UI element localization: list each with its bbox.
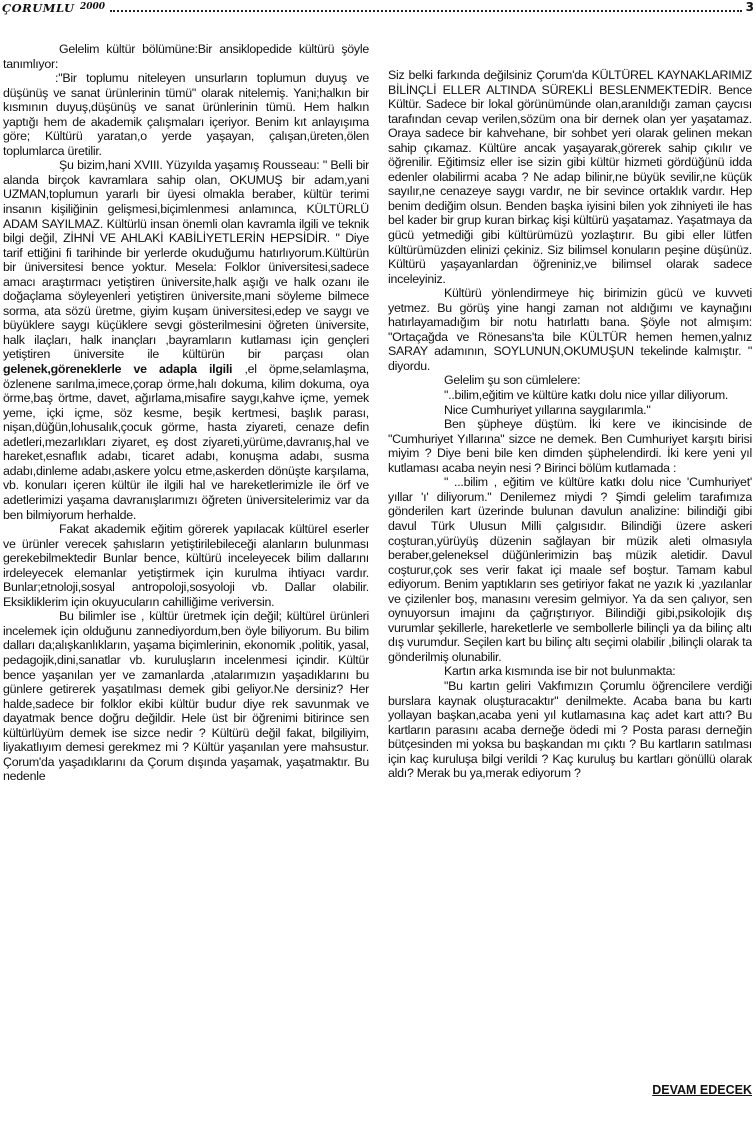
paragraph: Kültürü yönlendirmeye hiç birimizin gücü ve kuvveti yetmez. Bu görüş yine hangi zaman not aldığımı ve kaynağını hatırlayamadığım bir notu hatırlattı bana. Şöyle not almışım: "Ortaçağda ve Rönesans'ta bile KÜLTÜR hemen hemen,yalnız SARAY adamının, SOYLUNUN,OKUMUŞUN tekelinde kalmıştır. " diyordu. [388,286,752,373]
header-dotted-rule [110,10,742,12]
paragraph: Fakat akademik eğitim görerek yapılacak kültürel eserler ve ürünler verecek şahısların yetiştirilebileceği alanların bulunması gerekebilmektedir Bunlar bence, kültürü inceleyecek bilim dallarını irdeleyecek elemanlar yetiştirmek için kurulma ihtiyacı vardır. Bunlar;etnoloji,sosyal antropoloji,sosyoloji vb. Dallar olabilir. Eksikliklerim için okuyucuların cahilliğime veriversin. [3,522,369,609]
right-column [388,68,752,1127]
paragraph: Kartın arka kısmında ise bir not bulunmakta: [444,664,676,679]
issue-year: 2000 [80,2,106,12]
page-number: 3 [745,0,754,14]
paragraph-text: Şu bizim,hani XVIII. Yüzyılda yaşamış Rousseau: " Belli bir alanda birçok kavramlara sahip olan, OKUMUŞ bir adam,yani UZMAN,toplumun yararlı bir üyesi olmakla beraber, kültür terimi insanın kişiliğinin gelişmesi,biçimlenmesi anlamınca, KÜLTÜRLÜ ADAM SAYILMAZ. Kültürlü insan önemli olan kavramla ilgili ve teknik bilgi değil, ZİHNİ VE AHLAKİ KABİLİYETLERİN HEPSİDİR. " Diye tarif ettiğini fi tarihinde bir yerlerde okuduğumu hatırlıyorum.Kültürün bir üniversitesi bence yoktur. Mesela: Folklor üniversitesi,sadece amacı araştırmacı yetiştiren üniversite,halk aşığı ve halk ozanı ile doğaçlama söyleyenleri yetiştiren üniversite,mani söyleme bilmece sorma, ata sözü üretme, giyim kuşam üniversitesi,edep ve saygı ve büyüklere saygı küçüklere sevgi gösterilmesini öğreten üniversite, halk ilaçları, halk inançları ,bayramların kutlaması için gençleri yetiştiren üniversite ile kültürün bir parçası olan [3,158,369,362]
paragraph: Nice Cumhuriyet yıllarına saygılarımla." [444,402,651,417]
paragraph: "..bilim,eğitim ve kültüre katkı dolu nice yıllar diliyorum. [444,388,729,403]
paragraph: Bu bilimler ise , kültür üretmek için değil; kültürel ürünleri incelemek için olduğunu zannediyordum,ben öyle biliyorum. Bu bilim dalları da;alışkanlıkların, yaşama biçimlerinin, ekonomik ,politik, yasal, pedagojik,dini,sanatlar vb. kuruluşların incelenmesi içindir. Kültür bence yaşanılan yer ve zamanlarda ,atalarımızın yaşadıklarını bu günlere getirerek yaşatılması demek gibi geliyor.Ne dersiniz? Her halde,sadece bir folklor ekibi kültür budur diye rek savunmak ve dayatmak bence doğru değildir. Hele üst bir öğrenimi bitirince sen kültürlüyüm demek ise sizce nedir ? Kültürü değil fakat, bilgiliyim, liyakatlıyım demesi gerekmez mi ? Kültür yaşanılan yere mahsustur. Çorum'da yaşadıklarını da Çorum dışında yaşamak, yaşatmaktır. Bu nedenle [3,609,369,784]
paragraph: Gelelim şu son cümlelere: [444,373,581,388]
paragraph: Siz belki farkında değilsiniz Çorum'da KÜLTÜREL KAYNAKLARIMIZ BİLİNÇLİ ELLER ALTINDA SÜREKLİ BESLENMEKTEDİR. Bence Kültür. Sadece bir lokal görünümünde olan,aranıldığı zaman çaycısı tarafından cevap verilen,sözüm ona bir dernek olan yer yaşatamaz. Oraya sadece bir kahvehane, bir sohbet yeri olarak gelinen mekan sahip çıkamaz. Kültüre ancak yaşayarak,görerek sahip çıkılır ve öğrenilir. Eğitimsiz eller ise sizin gibi kültür hizmeti gördüğünü idda edenler olabilirmi acaba ? Ne adap bilinir,ne büyük sevilir,ne küçük sayılır,ne cenazeye saygı vardır, ne bir sevince ortaklık vardır. Hep benim dediğim olsun. Benden başka iyisini bilen yok zihniyeti ile has bel kader bir grup kuran birkaç kişi kültürü yaşatamaz. Yaşatmaya da gücü yetmediği gibi kültürümüzü yozlaştırır. Bu gibi eller lütfen kültürümüzden elinizi çekiniz. Siz bilimsel konuların peşine düşünüz. Kültürü yaşayanlardan öğreniniz,ve bilimsel olarak sadece inceleyiniz. [388,68,752,286]
paragraph: "Bu kartın geliri Vakfımızın Çorumlu öğrencilere verdiği burslara kaynak oluşturacaktır" denilmekte. Acaba bana bu kartı yollayan başkan,acaba yeni yıl kutlamasına kaç adet kart attı? Bu kartların parasını acaba derneğe ödedi mi ? Posta parası derneğin bütçesinden mi yoksa bu başkandan mı çıktı ? Bu kartların satılması için kaç kuruluşa bilgi verildi ? Kaç kuruluş bu kartları gönüllü olarak aldı? Merak bu ya,merak ediyorum ? [388,678,752,781]
paragraph: " ...bilim , eğitim ve kültüre katkı dolu nice 'Cumhuriyet' yıllar 'ı' diliyorum." Denilemez miydi ? Şimdi gelelim tarafımıza gönderilen kart üzerinde bulunan davulun analizine: bilindiği gibi davul Türk Ulusun Milli çalgısıdır. Bilindiği üzere askeri coşturan,yürüyüş düzenin sağlayan bir müzik aleti olmasıyla beraber,geleneksel düğünlerimizin baş müzik aletidir. Davul coşturur,çok ses verir fakat içi maale sef boştur. Tamam kabul ediyorum. Benim yaptıkların ses getiriyor fakat ne yazık ki ,yazılanlar ve çizilenler boş, manasını veresim gelmiyor. Ya da sen çalıyor, sen oynuyorsun imajını da çağrıştırıyor. Bilindiği gibi,psikolojik dış vurumlar şekillerle, hareketlerle ve sembollerle bilinçli ya da bilinç altı dış vurumdur. Seçilen kart bu bilinç altı seçimi olabilir ,bilinçli olarak ta gönderilmiş olunabilir. [388,475,752,664]
bold-phrase: gelenek,göreneklerle ve adapla ilgili [3,362,233,377]
paragraph [3,158,369,522]
paragraph: Gelelim kültür bölümüne:Bir ansiklopedide kültürü şöyle tanımlıyor: [3,42,369,71]
paragraph: Ben şüpheye düştüm. İki kere ve ikincisinde de "Cumhuriyet Yıllarına" sizce ne demek. Ben Cumhuriyet karşıtı birisi miyim ? Diye beni bile ken dimden şüphelendirdi. İki kere yeni yıl kutlaması acaba neyin nesi ? Birinci bölüm kutlamada : [388,417,752,475]
newspaper-logo: ÇORUMLU [2,1,75,15]
continued-label: DEVAM EDECEK [652,1083,752,1097]
page-header [0,0,756,22]
paragraph: :"Bir toplumu niteleyen unsurların toplumun duyuş ve düşünüş ve sanat ürünlerinin tümü" olarak nitelemiş. Yani;halkın bir kısmının duyuş,düşünüş ve sanat ürünlerinin tümü. Hem halkın yaptığı hem de akademik çalışmaları içeriyor. Benim kıt anlayışıma göre; Kültürü yaratan,o yerde yaşayan, çalışan,üreten,ölen toplumlarca üretilir. [3,71,369,158]
left-column [3,42,369,1101]
paragraph-text: ,el öpme,selamlaşma, özlenene sarılma,imece,çorap örme,halı dokuma, kilim dokuma, oya örme,baş örtme, davet, ağırlama,misafire saygı,kahve içme, yemek yeme, içki içme, söz kesme, beşik kertmesi, başlık parası, nişan,düğün,lohusalık,çocuk görme, hasta ziyareti, cenaze defin adetleri,mezarlıkları ziyaret, eş dost ziyareti,yürüme,davranış,hal ve hareket,esnaflık adabı, ticaret adabı, konuşma adabı, susma adabı,dinleme adabı,askere yolcu etme,askerden dönüşte karşılama, vb. konuları içeren kültür ile ilgili hal ve hareketlerimizle ile örf ve adetlerimizi yaşama davranışlarımızı öğreten üniversitelerimiz var da ben bilmiyorum herhalde. [3,362,369,522]
